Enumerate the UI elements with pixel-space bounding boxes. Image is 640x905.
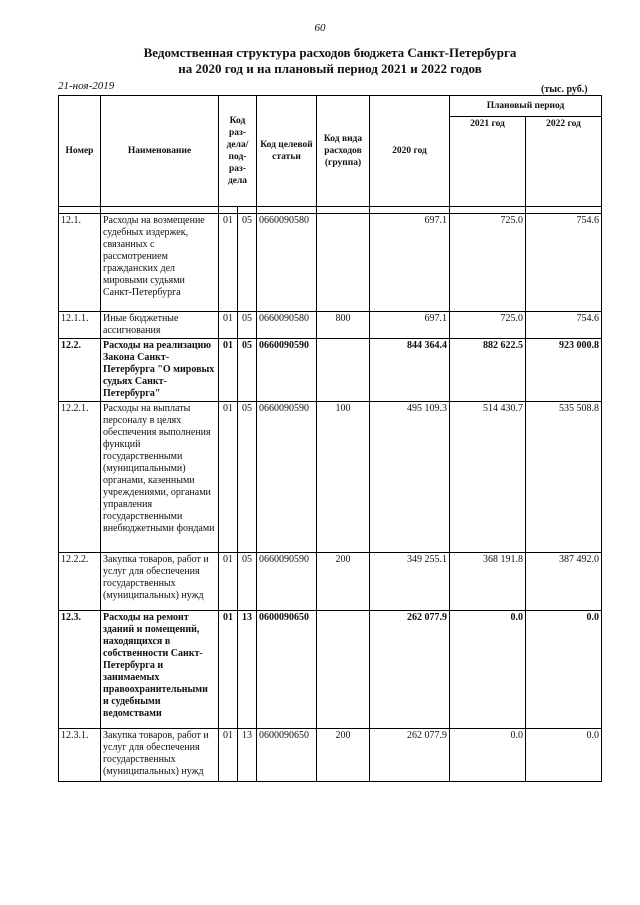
table-row: [59, 553, 602, 611]
row-amount-2021: 725.0: [450, 214, 526, 312]
row-kind-code: [317, 339, 370, 402]
row-target-code: 0660090590: [257, 339, 317, 402]
date-stamp: 21-ноя-2019: [58, 80, 115, 92]
row-amount-2020: 349 255.1: [370, 553, 450, 611]
row-kind-code: [317, 214, 370, 312]
table-row: [59, 611, 602, 729]
row-target-code: 0660090590: [257, 402, 317, 553]
row-section: 01: [219, 402, 238, 553]
row-name: Закупка товаров, работ и услуг для обеспечения государственных (муниципальных) нужд: [101, 729, 219, 782]
row-target-code: 0660090580: [257, 214, 317, 312]
row-amount-2021: 882 622.5: [450, 339, 526, 402]
row-subsection: 13: [238, 729, 257, 782]
row-kind-code: 100: [317, 402, 370, 553]
table-header-row: [59, 96, 602, 117]
row-section: 01: [219, 611, 238, 729]
document-title: [60, 45, 600, 77]
row-amount-2021: 0.0: [450, 729, 526, 782]
budget-table: [58, 95, 602, 782]
row-amount-2020: 844 364.4: [370, 339, 450, 402]
title-line-2: на 2020 год и на плановый период 2021 и 2022 годов: [178, 61, 482, 76]
table-row: [59, 312, 602, 339]
row-target-code: 0600090650: [257, 611, 317, 729]
row-amount-2020: 697.1: [370, 312, 450, 339]
header-2022: 2022 год: [526, 117, 602, 207]
units-label: (тыс. руб.): [541, 84, 588, 95]
row-kind-code: 200: [317, 553, 370, 611]
header-kind-code: Код вида расходов (группа): [317, 96, 370, 207]
table-row: [59, 339, 602, 402]
row-kind-code: 200: [317, 729, 370, 782]
row-section: 01: [219, 729, 238, 782]
row-amount-2020: 495 109.3: [370, 402, 450, 553]
row-name: Расходы на возмещение судебных издержек, связанных с рассмотрением гражданских дел мировыми судьями Санкт-Петербурга: [101, 214, 219, 312]
row-amount-2022: 387 492.0: [526, 553, 602, 611]
row-amount-2022: 0.0: [526, 729, 602, 782]
row-number: 12.1.: [59, 214, 101, 312]
row-amount-2022: 754.6: [526, 312, 602, 339]
row-section: 01: [219, 312, 238, 339]
header-2021: 2021 год: [450, 117, 526, 207]
row-kind-code: [317, 611, 370, 729]
row-amount-2021: 725.0: [450, 312, 526, 339]
row-section: 01: [219, 553, 238, 611]
row-target-code: 0600090650: [257, 729, 317, 782]
row-amount-2021: 368 191.8: [450, 553, 526, 611]
row-subsection: 05: [238, 339, 257, 402]
row-name: Иные бюджетные ассигнования: [101, 312, 219, 339]
row-name: Расходы на ремонт зданий и помещений, находящихся в собственности Санкт-Петербурга и занимаемых правоохранительными и судебными ведомствами: [101, 611, 219, 729]
header-name: Наименование: [101, 96, 219, 207]
row-amount-2020: 262 077.9: [370, 611, 450, 729]
row-subsection: 05: [238, 214, 257, 312]
header-2020: 2020 год: [370, 96, 450, 207]
table-row: [59, 214, 602, 312]
row-amount-2022: 535 508.8: [526, 402, 602, 553]
row-amount-2022: 923 000.8: [526, 339, 602, 402]
row-number: 12.2.2.: [59, 553, 101, 611]
table-row: [59, 729, 602, 782]
row-amount-2020: 697.1: [370, 214, 450, 312]
row-number: 12.2.: [59, 339, 101, 402]
row-target-code: 0660090580: [257, 312, 317, 339]
row-subsection: 05: [238, 312, 257, 339]
row-number: 12.3.1.: [59, 729, 101, 782]
row-amount-2021: 514 430.7: [450, 402, 526, 553]
row-section: 01: [219, 339, 238, 402]
table-body: [59, 214, 602, 782]
row-amount-2021: 0.0: [450, 611, 526, 729]
row-name: Расходы на выплаты персоналу в целях обеспечения выполнения функций государственными (муниципальными) органами, казенными учреждениями, органами управления государственными внебюджетными фондами: [101, 402, 219, 553]
row-target-code: 0660090590: [257, 553, 317, 611]
row-amount-2020: 262 077.9: [370, 729, 450, 782]
row-amount-2022: 0.0: [526, 611, 602, 729]
header-number: Номер: [59, 96, 101, 207]
row-subsection: 05: [238, 402, 257, 553]
row-name: Расходы на реализацию Закона Санкт-Петербурга "О мировых судьях Санкт-Петербурга": [101, 339, 219, 402]
row-subsection: 05: [238, 553, 257, 611]
header-spacer-row: [59, 207, 602, 214]
row-number: 12.1.1.: [59, 312, 101, 339]
row-number: 12.2.1.: [59, 402, 101, 553]
table-row: [59, 402, 602, 553]
row-kind-code: 800: [317, 312, 370, 339]
row-name: Закупка товаров, работ и услуг для обеспечения государственных (муниципальных) нужд: [101, 553, 219, 611]
row-number: 12.3.: [59, 611, 101, 729]
header-section-code: Код раз-дела/ под-раз-дела: [219, 96, 257, 207]
row-amount-2022: 754.6: [526, 214, 602, 312]
row-section: 01: [219, 214, 238, 312]
title-line-1: Ведомственная структура расходов бюджета Санкт-Петербурга: [143, 45, 517, 60]
header-planned-period: Плановый период: [450, 96, 602, 117]
page-number: 60: [314, 22, 326, 34]
header-target-code: Код целевой статьи: [257, 96, 317, 207]
row-subsection: 13: [238, 611, 257, 729]
